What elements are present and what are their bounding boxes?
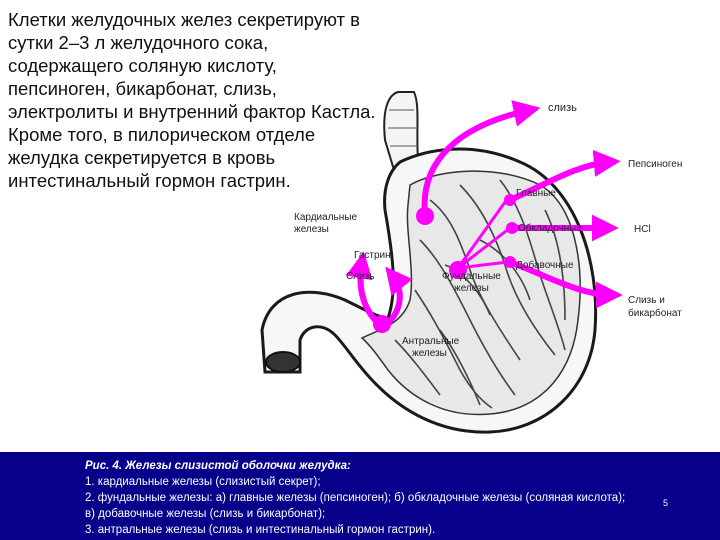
intro-paragraph: Клетки желудочных желез секретируют в сутки 2–3 л желудочного сока, содержащего соляную кислоту, пепсиноген, бикарбонат, слизь, электролиты и внутренний фактор Кастла. Кроме того, в пилорическом отделе желудка секретируется в кровь интестинальный гормон гастрин. — [8, 9, 376, 191]
label-antral-2: железы — [412, 348, 447, 359]
label-parietal: Обкладочные — [518, 223, 583, 234]
chief-gland-dot — [504, 194, 516, 206]
label-mucus-left: Слизь — [346, 271, 375, 282]
caption-line-1: 1. кардиальные железы (слизистый секрет); — [85, 476, 321, 488]
label-cardiac-2: железы — [294, 224, 329, 235]
figure-caption — [0, 452, 720, 540]
label-mucus-bicarb-2: бикарбонат — [628, 308, 682, 319]
page-number: 5 — [663, 498, 669, 508]
label-mucus-top: слизь — [548, 102, 577, 114]
label-cardiac-1: Кардиальные — [294, 212, 358, 223]
label-gastrin: Гастрин — [354, 250, 391, 261]
label-mucus-bicarb-1: Слизь и — [628, 295, 665, 306]
cardiac-gland-dot — [416, 207, 434, 225]
label-fundic-2: железы — [454, 283, 489, 294]
antral-gland-dot — [373, 315, 391, 333]
label-fundic-1: Фундальные — [442, 271, 501, 282]
parietal-gland-dot — [506, 222, 518, 234]
caption-line-4: 3. антральные железы (слизь и интестинальный гормон гастрин). — [85, 524, 436, 536]
label-pepsinogen: Пепсиноген — [628, 159, 683, 170]
label-chief: Главные — [516, 188, 556, 199]
caption-title: Рис. 4. Железы слизистой оболочки желудка: — [85, 460, 351, 472]
accessory-gland-dot — [504, 256, 516, 268]
caption-line-3: в) добавочные железы (слизь и бикарбонат); — [85, 508, 326, 520]
label-antral-1: Антральные — [402, 336, 460, 347]
label-hcl: HCl — [634, 224, 651, 235]
caption-line-2: 2. фундальные железы: а) главные железы (пепсиноген); б) обкладочные железы (соляная кислота); — [85, 492, 626, 504]
label-accessory: Добавочные — [516, 260, 574, 271]
